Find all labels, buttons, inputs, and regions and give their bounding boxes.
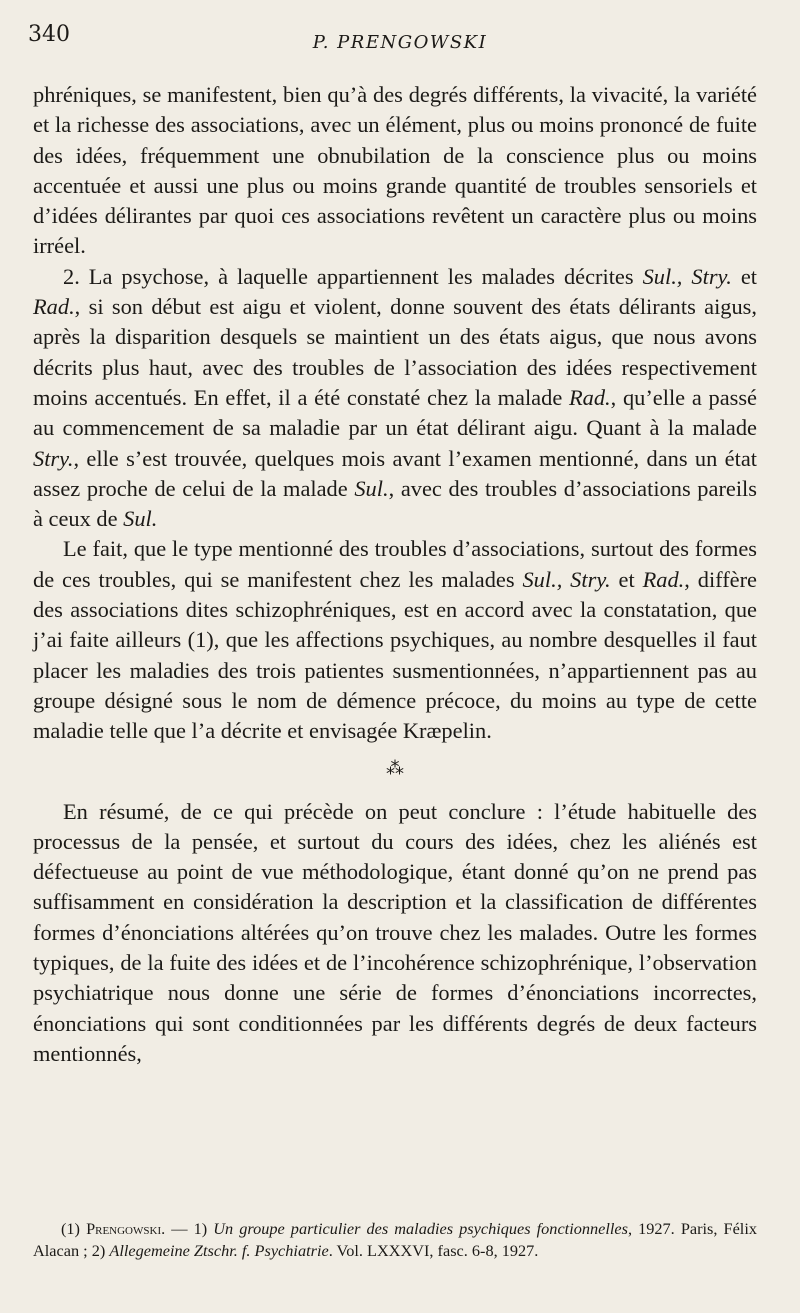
italic-text: Stry.: [33, 445, 74, 471]
text-run: , qu’elle a passé au commencement de sa maladie par un état délirant aigu. Quant à la malade: [33, 384, 757, 441]
text-run: , si son début est aigu et violent, donne souvent des états délirants aigus, après la disparition desquels se maintient un des états aigus, que nous avons décrits plus haut, avec des troubles de l’association des idées respectivement moins accentués. En effet, il a été constaté chez la malade: [33, 294, 757, 410]
section-separator: ⁂: [386, 757, 404, 778]
running-head: P. PRENGOWSKI: [312, 32, 488, 53]
paragraph-3: [33, 534, 757, 746]
text-run: et: [731, 263, 758, 289]
text-run: , elle s’est trouvée, quelques mois avant l’examen mentionné, dans un état assez proche de celui de la malade: [33, 445, 757, 501]
footnote-text: [33, 1218, 757, 1262]
italic-text: Rad.: [642, 566, 685, 592]
paragraph-2: [33, 262, 757, 535]
italic-text: Sul.: [354, 475, 389, 501]
paragraph-4: [33, 797, 757, 1070]
text-run: — 1): [165, 1219, 214, 1238]
footnote: [33, 1218, 757, 1262]
text-run: . Vol. LXXXVI, fasc. 6-8, 1927.: [328, 1241, 539, 1260]
italic-text: Sul.: [123, 506, 158, 532]
page-header: [0, 22, 800, 62]
author-name: Prengowski.: [86, 1219, 166, 1238]
text-run: Le fait, que le type mentionné des troubles d’associations, surtout des formes de ces troubles, qui se manifestent chez les malades: [33, 536, 757, 592]
text-run: En résumé, de ce qui précède on peut conclure : l’étude habituelle des processus de la pensée, et surtout du cours des idées, chez les aliénés est défectueuse au point de vue méthodologique, étant donné qu’on ne prend pas suffisamment en considération la description et la classification de différentes formes d’énonciations altérées qu’on trouve chez les malades. Outre les formes typiques, de la fuite des idées et de l’incohérence schizophrénique, l’observation psychiatrique nous donne une série de formes d’énonciations incorrectes, énonciations qui sont conditionnées par les différents degrés de deux facteurs mentionnés,: [33, 798, 757, 1066]
body-text: [33, 80, 757, 1069]
text-run: 2. La psychose, à laquelle appartiennent les malades décrites: [63, 263, 643, 289]
page-number: 340: [28, 22, 70, 47]
italic-text: Rad.: [33, 294, 75, 320]
italic-text: Un groupe particulier des maladies psychiques fonctionnelles: [213, 1219, 628, 1238]
italic-text: Allegemeine Ztschr. f. Psychiatrie: [109, 1241, 329, 1260]
paragraph-1: [33, 80, 757, 262]
text-run: , 1927. Paris, Félix Alacan ; 2): [33, 1219, 757, 1260]
italic-text: Rad.: [568, 384, 611, 410]
text-run: , diffère des associations dites schizophréniques, est en accord avec la constatation, que j’ai faite ailleurs (1), que les affections psychiques, au nombre desquelles il faut placer les maladies des trois patientes susmentionnées, n’appartiennent pas au groupe désigné sous le nom de démence précoce, du moins au type de cette maladie telle que l’a décrite et envisagée Kræpelin.: [33, 566, 757, 744]
text-run: , avec des troubles d’associations pareils à ceux de: [33, 475, 757, 532]
text-run: (1): [61, 1219, 87, 1238]
italic-text: Sul., Stry.: [642, 263, 732, 289]
italic-text: Sul., Stry.: [522, 566, 611, 592]
text-run: phréniques, se manifestent, bien qu’à des degrés différents, la vivacité, la variété et la richesse des associations, avec un élément, plus ou moins prononcé de fuite des idées, fréquemment une obnubilation de la conscience plus ou moins accentuée et aussi une plus ou moins grande quantité de troubles sensoriels et d’idées délirantes par quoi ces associations revêtent un caractère plus ou moins irréel.: [33, 82, 757, 259]
text-run: et: [610, 566, 643, 592]
